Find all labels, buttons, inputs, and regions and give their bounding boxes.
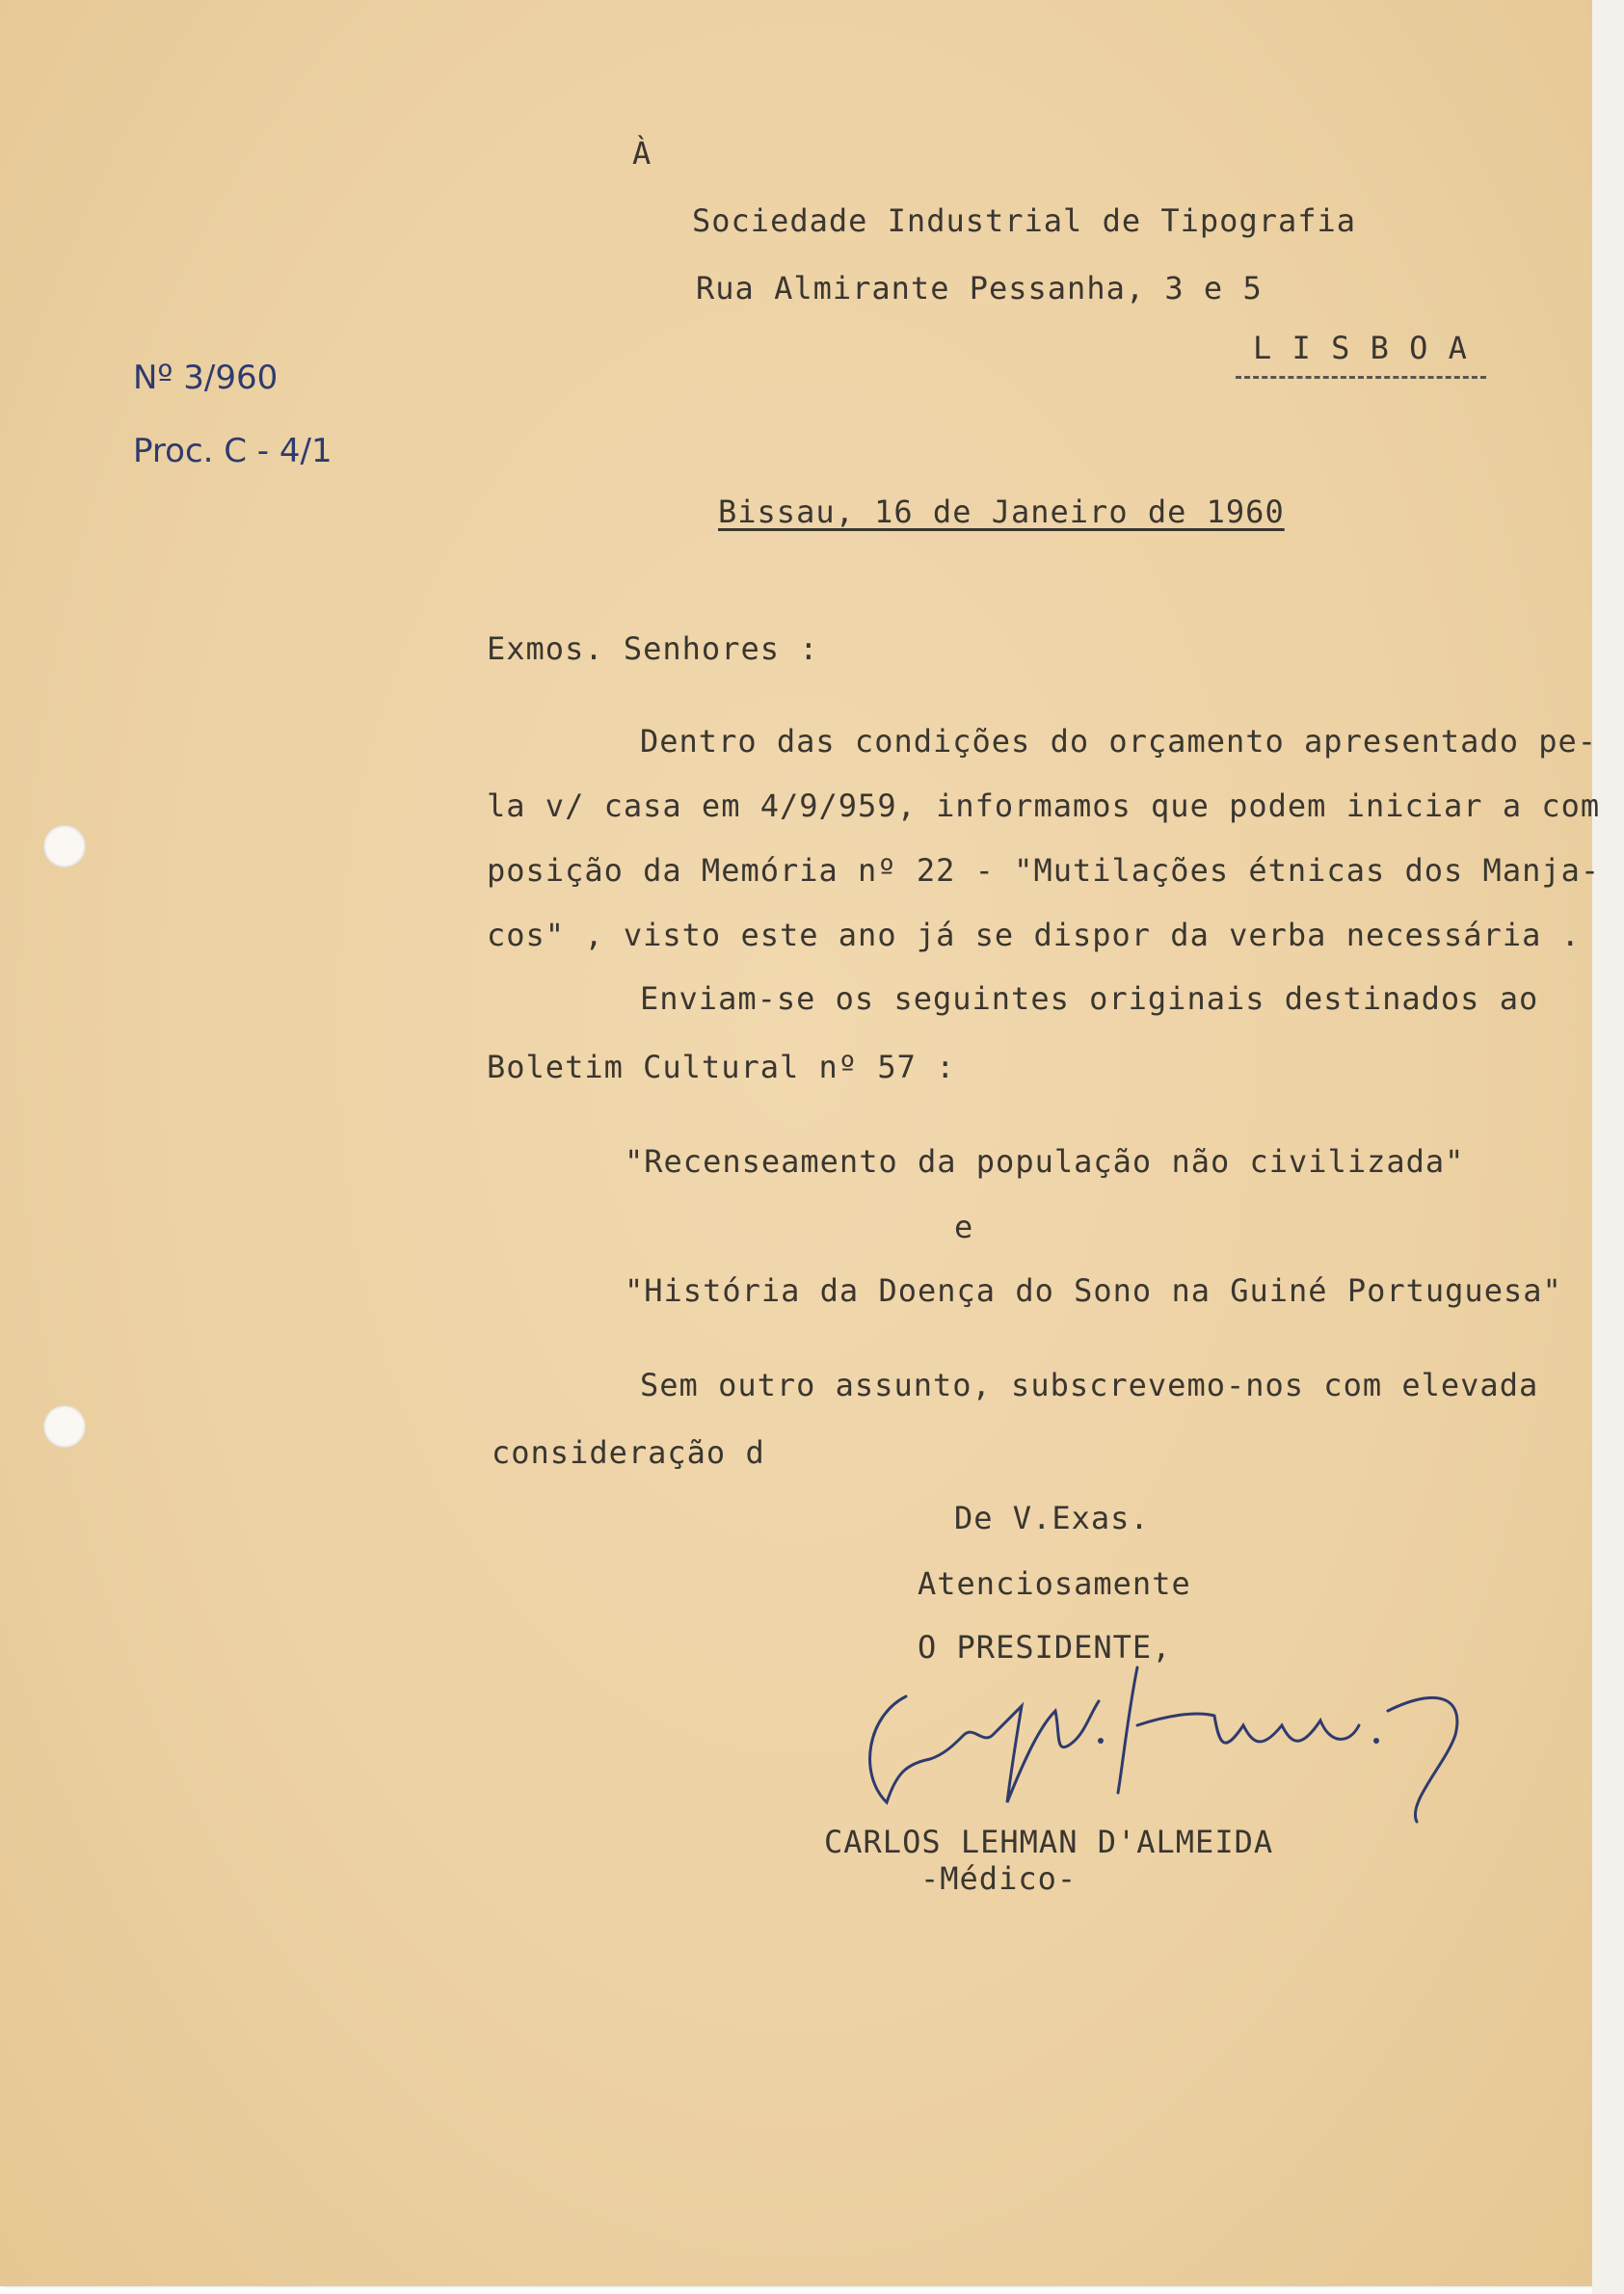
signatory-name: CARLOS LEHMAN D'ALMEIDA — [824, 1824, 1274, 1860]
body-line: la v/ casa em 4/9/959, informamos que podem iniciar a com — [487, 787, 1601, 824]
body-line: cos" , visto este ano já se dispor da verba necessária . — [487, 917, 1581, 953]
body-line: Enviam-se os seguintes originais destinados ao — [640, 980, 1539, 1017]
body-line: posição da Memória nº 22 - "Mutilações étnicas dos Manja- — [487, 852, 1601, 889]
salutation: Exmos. Senhores : — [487, 630, 819, 667]
body-line: Boletim Cultural nº 57 : — [487, 1049, 956, 1085]
city-underline-rule — [1236, 376, 1486, 379]
original-title-1: "Recenseamento da população não civilizada" — [625, 1143, 1465, 1180]
signatory-title: -Médico- — [920, 1860, 1078, 1897]
original-title-2: "História da Doença do Sono na Guiné Portuguesa" — [625, 1272, 1562, 1309]
addressee-company: Sociedade Industrial de Tipografia — [692, 202, 1357, 239]
date-line: Bissau, 16 de Janeiro de 1960 — [718, 493, 1285, 530]
punch-hole-bottom — [43, 1405, 86, 1448]
handwritten-signature — [848, 1658, 1484, 1831]
addressee-street: Rua Almirante Pessanha, 3 e 5 — [696, 270, 1263, 307]
addressee-city: L I S B O A — [1253, 330, 1468, 366]
addressee-prefix: À — [632, 135, 652, 172]
page-edge — [1592, 0, 1624, 2294]
closing-line: Atenciosamente — [918, 1565, 1191, 1602]
closing-line: De V.Exas. — [954, 1500, 1150, 1536]
body-line: Sem outro assunto, subscrevemo-nos com elevada — [640, 1367, 1539, 1403]
closing-line: O PRESIDENTE, — [918, 1629, 1172, 1666]
conjunction: e — [954, 1209, 974, 1245]
punch-hole-top — [43, 825, 86, 867]
body-line: consideração d — [492, 1434, 765, 1471]
reference-number: Nº 3/960 — [133, 359, 279, 397]
body-line: Dentro das condições do orçamento apresentado pe- — [640, 723, 1598, 760]
process-reference: Proc. C - 4/1 — [133, 432, 333, 470]
